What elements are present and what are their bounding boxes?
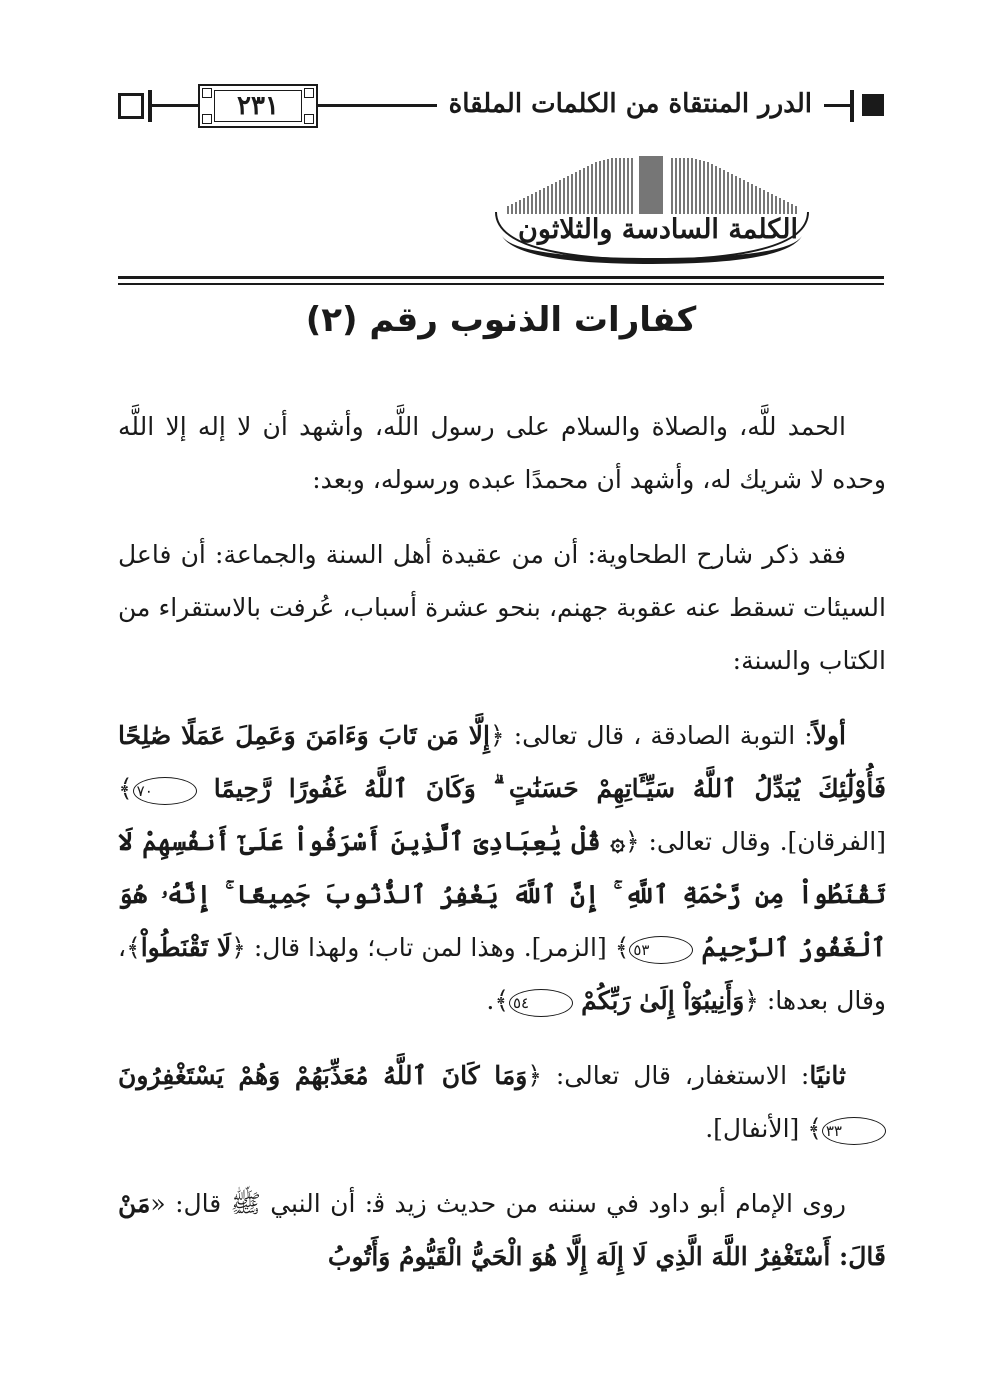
chapter-label: الكلمة السادسة والثلاثون: [518, 214, 798, 245]
frame-ornament: [202, 88, 212, 98]
body-text: ﴾، وقال بعدها: ﴿: [118, 933, 886, 1015]
ayah-number: ٥٤: [509, 989, 573, 1017]
body-text: روى الإمام أبو داود في سننه من حديث زيد ﭬ: أن النبي ﷺ قال: «: [150, 1189, 846, 1218]
reason-lead: ثانيًا: [809, 1061, 847, 1090]
paragraph-second-reason: [118, 1049, 886, 1155]
page-number: ٢٣١: [214, 90, 302, 122]
reason-lead: أولاً: [812, 721, 846, 750]
body-text: : التوبة الصادقة ، قال تعالى: ﴿: [490, 721, 813, 750]
ayah-number: ٥٣: [629, 936, 693, 964]
header-filled-square: [862, 94, 884, 116]
paragraph-first-reason: [118, 709, 886, 1027]
body-text: : الاستغفار، قال تعالى: ﴿: [527, 1061, 810, 1090]
paragraph-intro: الحمد للَّه، والصلاة والسلام على رسول اللَّه، وأشهد أن لا إله إلا اللَّه وحده لا شريك له، وأشهد أن محمدًا عبده ورسوله، وبعد:: [118, 412, 886, 494]
quran-verse: وَأَنِيبُوٓاْ إِلَىٰ رَبِّكُمْ: [581, 986, 745, 1015]
paragraph-context: فقد ذكر شارح الطحاوية: أن من عقيدة أهل السنة والجماعة: أن فاعل السيئات تسقط عنه عقوبة جهنم، بنحو عشرة أسباب، عُرفت بالاستقراء من الكتاب والسنة:: [118, 540, 886, 675]
quran-verse: إِلَّا مَن تَابَ وَءَامَنَ وَعَمِلَ عَمَلًا صَٰلِحًا فَأُوْلَٰٓئِكَ يُبَدِّلُ ٱللَّهُ سَيِّـَٔاتِهِمْ حَسَنَٰتٍ ۗ وَكَانَ ٱللَّهُ غَفُورًا رَّحِيمًا: [118, 721, 886, 803]
divider-rule: [118, 283, 884, 285]
quran-verse: ۞ قُلْ يَٰعِبَادِىَ ٱلَّذِينَ أَسْرَفُواْ عَلَىٰٓ أَنفُسِهِمْ لَا تَقْنَطُواْ مِن رَّحْمَةِ ٱللَّهِ ۚ إِنَّ ٱللَّهَ يَغْفِرُ ٱلذُّنُوبَ جَمِيعًا ۚ إِنَّهُۥ هُوَ ٱلْغَفُورُ ٱلرَّحِيمُ: [118, 827, 886, 962]
paragraph-hadith: [118, 1177, 886, 1283]
article-title: كفارات الذنوب رقم (٢): [305, 300, 697, 340]
header-bar-end: [850, 90, 854, 122]
frame-ornament: [304, 88, 314, 98]
body-text: ﴾ [الزمر]. وهذا لمن تاب؛ ولهذا قال: ﴿: [231, 933, 630, 962]
header-bar-end: [148, 90, 152, 122]
ayah-number: ٧٠: [133, 777, 197, 805]
article-body: [118, 400, 886, 1305]
frame-ornament: [202, 114, 212, 124]
book-title: الدرر المنتقاة من الكلمات الملقاة: [437, 84, 824, 128]
frame-ornament: [304, 114, 314, 124]
body-text: ﴾ [الفرقان]. وقال تعالى: ﴿: [118, 774, 886, 856]
quran-verse: وَمَا كَانَ ٱللَّهُ مُعَذِّبَهُمْ وَهُمْ يَسْتَغْفِرُونَ: [118, 1061, 528, 1090]
page-number-frame: [198, 84, 318, 128]
page-header: [118, 84, 884, 128]
body-text: ﴾.: [486, 986, 509, 1015]
hadith-text: مَنْ قَالَ: أَسْتَغْفِرُ اللَّهَ الَّذِي لَا إِلَهَ إِلَّا هُوَ الْحَيُّ الْقَيُّومُ وَأَتُوبُ: [118, 1189, 886, 1271]
ayah-number: ٣٣: [822, 1117, 886, 1145]
header-hollow-square: [118, 93, 144, 119]
body-text: ﴾ [الأنفال].: [705, 1114, 822, 1143]
chapter-ornament: [488, 156, 816, 266]
quran-verse: لَا تَقْنَطُواْ: [140, 933, 232, 962]
divider-rule: [118, 276, 884, 279]
